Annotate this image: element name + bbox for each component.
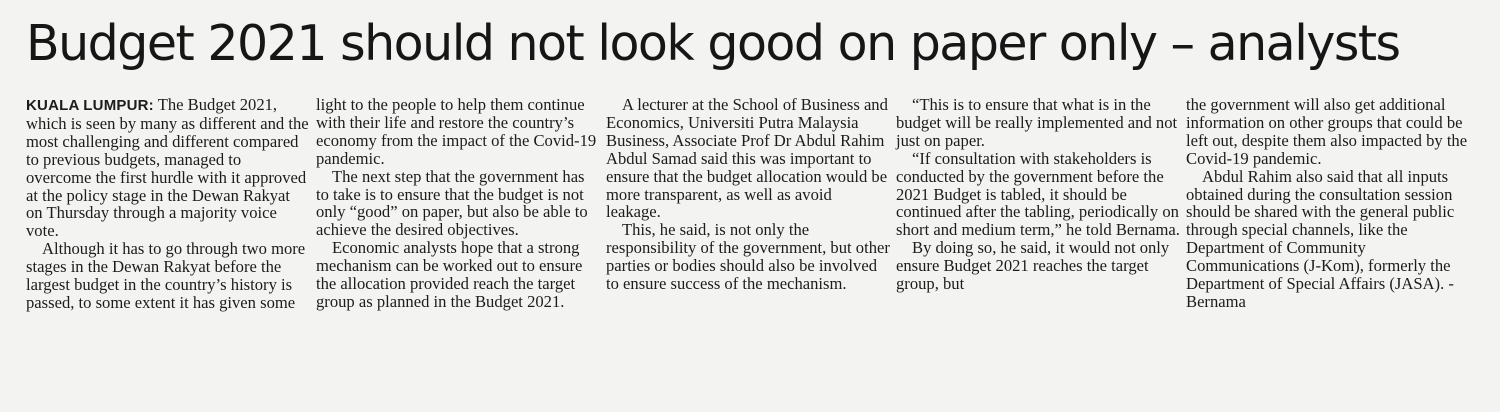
headline: Budget 2021 should not look good on paper only – analysts: [26, 15, 1400, 72]
paragraph: Abdul Rahim also said that all inputs obtained during the consultation session should be shared with the general public through special channels, like the Department of Community Communications (J-Kom), formerly the Department of Special Affairs (JASA). - Bernama: [1186, 166, 1455, 311]
paragraph: “If consultation with stakeholders is conducted by the government before the 2021 Budget is tabled, it should be continued after the tabling, periodically on short and medium term,” he told Bernama.: [896, 148, 1180, 240]
paragraph: By doing so, he said, it would not only ensure Budget 2021 reaches the target group, but: [896, 238, 1170, 294]
paragraph: “This is to ensure that what is in the budget will be really implemented and not just on paper.: [896, 95, 1178, 150]
dateline: KUALA LUMPUR:: [26, 97, 154, 114]
article-column-5: [1186, 96, 1476, 312]
paragraph: A lecturer at the School of Business and Economics, Universiti Putra Malaysia Business, Associate Prof Dr Abdul Rahim Abdul Samad said this was important to ensure that the budget allocation would be more transparent, as well as avoid leakage.: [606, 95, 888, 222]
paragraph: the government will also get additional information on other groups that could be left out, despite them also impacted by the Covid-19 pandemic.: [1186, 95, 1468, 168]
article-column-4: [896, 96, 1186, 312]
paragraph-text: The Budget 2021, which is seen by many as different and the most challenging and different compared to previous budgets, managed to overcome the first hurdle with it approved at the policy stage in the Dewan Rakyat on Thursday through a majority voice vote.: [26, 95, 309, 241]
article-column-1: [26, 96, 316, 312]
paragraph: The next step that the government has to take is to ensure that the budget is not only “good” on paper, but also be able to achieve the desired objectives.: [316, 166, 588, 240]
article-column-3: [606, 96, 896, 312]
paragraph: Economic analysts hope that a strong mechanism can be worked out to ensure the allocation provided reach the target group as planned in the Budget 2021.: [316, 238, 583, 311]
article-body: [26, 96, 1476, 312]
paragraph: Although it has to go through two more stages in the Dewan Rakyat before the largest budget in the country’s history is passed, to some extent it has given some: [26, 239, 306, 312]
paragraph: This, he said, is not only the responsibility of the government, but other parties or bodies should also be involved to ensure success of the mechanism.: [606, 220, 890, 294]
article-column-2: [316, 96, 606, 312]
paragraph: [26, 96, 310, 240]
paragraph: light to the people to help them continue with their life and restore the country’s economy from the impact of the Covid-19 pandemic.: [316, 95, 597, 168]
